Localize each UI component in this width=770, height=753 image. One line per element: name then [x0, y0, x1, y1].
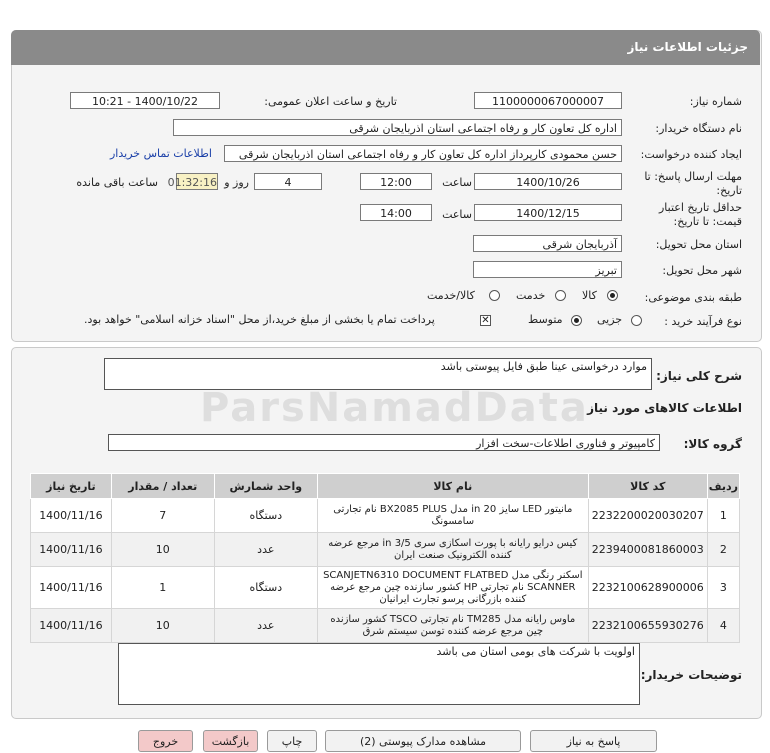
goods-table	[30, 473, 740, 643]
col-row: ردیف	[707, 474, 739, 499]
cell-code: 2232200020030207	[588, 499, 707, 533]
cell-date: 1400/11/16	[31, 609, 112, 643]
validity-date-field: 1400/12/15	[474, 204, 622, 221]
cell-unit: عدد	[214, 533, 317, 567]
title-bar	[11, 30, 760, 65]
print-button[interactable]: چاپ	[267, 730, 317, 752]
city-label: شهر محل تحویل:	[662, 264, 742, 277]
days-word: روز و	[224, 176, 249, 189]
cell-name: کیس درایو رایانه با پورت اسکازی سری 3/5 in مرجع عرضه کننده الکترونیک صنعت ایران	[317, 533, 588, 567]
cell-date: 1400/11/16	[31, 533, 112, 567]
process-radio-minor[interactable]	[631, 315, 642, 326]
payment-note: پرداخت تمام یا بخشی از مبلغ خرید،از محل "اسناد خزانه اسلامی" خواهد بود.	[84, 313, 435, 326]
validity-time-word: ساعت	[442, 208, 472, 221]
category-service-label: خدمت	[516, 289, 546, 302]
cell-row: 1	[707, 499, 739, 533]
validity-label: حداقل تاریخ اعتبار	[658, 201, 742, 214]
cell-date: 1400/11/16	[31, 567, 112, 609]
cell-code: 2232100655930276	[588, 609, 707, 643]
deadline-time-field: 12:00	[360, 173, 432, 190]
remaining-time-field: 01:32:16	[176, 173, 218, 190]
city-field: تبریز	[473, 261, 622, 278]
requester-field: حسن محمودی کارپرداز اداره کل تعاون کار و رفاه اجتماعی استان اذربایجان شرقی	[224, 145, 622, 162]
cell-row: 3	[707, 567, 739, 609]
cell-name: اسکنر رنگی مدل SCANJETN6310 DOCUMENT FLATBED SCANNER نام تجارتی HP کشور سازنده چین مرجع عرضه کننده بازرگانی پرسو تجارت ایرانیان	[317, 567, 588, 609]
col-date: تاریخ نیاز	[31, 474, 112, 499]
goods-group-label: گروه کالا:	[683, 437, 742, 451]
goods-section-title: اطلاعات کالاهای مورد نیاز	[587, 401, 742, 415]
exit-button[interactable]: خروج	[138, 730, 193, 752]
col-qty: تعداد / مقدار	[111, 474, 214, 499]
announce-field: 1400/10/22 - 10:21	[70, 92, 220, 109]
category-radio-goods-service[interactable]	[489, 290, 500, 301]
cell-unit: دستگاه	[214, 499, 317, 533]
page-title: جزئیات اطلاعات نیاز	[627, 40, 748, 54]
validity-time-field: 14:00	[360, 204, 432, 221]
buyer-notes-field: اولویت با شرکت های بومی استان می باشد	[118, 643, 640, 705]
category-label: طبقه بندی موضوعی:	[644, 291, 742, 304]
remaining-word: ساعت باقی مانده	[76, 176, 158, 189]
deadline-label: مهلت ارسال پاسخ: تا	[644, 170, 742, 183]
deadline-time-word: ساعت	[442, 176, 472, 189]
validity-label-2: قیمت: تا تاریخ:	[673, 215, 742, 228]
contact-buyer-link[interactable]: اطلاعات تماس خریدار	[110, 147, 212, 160]
process-label: نوع فرآیند خرید :	[664, 315, 742, 328]
col-code: کد کالا	[588, 474, 707, 499]
category-radio-service[interactable]	[555, 290, 566, 301]
table-row	[31, 609, 740, 643]
category-radio-goods[interactable]	[607, 290, 618, 301]
cell-unit: دستگاه	[214, 567, 317, 609]
need-number-label: شماره نیاز:	[689, 95, 742, 108]
cell-qty: 1	[111, 567, 214, 609]
process-medium-label: متوسط	[528, 313, 563, 326]
cell-row: 2	[707, 533, 739, 567]
deadline-date-field: 1400/10/26	[474, 173, 622, 190]
process-radio-medium[interactable]	[571, 315, 582, 326]
cell-qty: 10	[111, 609, 214, 643]
table-row	[31, 499, 740, 533]
cell-name: ماوس رایانه مدل TM285 نام تجارتی TSCO کشور سازنده چین مرجع عرضه کننده توسن سیستم شرق	[317, 609, 588, 643]
cell-name: مانیتور LED سایز 20 in مدل BX2085 PLUS نام تجارتی سامسونگ	[317, 499, 588, 533]
payment-checkbox[interactable]: ✕	[481, 315, 490, 326]
cell-unit: عدد	[214, 609, 317, 643]
province-field: آذربایجان شرقی	[473, 235, 622, 252]
view-docs-button[interactable]: مشاهده مدارک پیوستی (2)	[325, 730, 521, 752]
col-name: نام کالا	[317, 474, 588, 499]
deadline-label-2: تاریخ:	[716, 184, 742, 197]
cell-date: 1400/11/16	[31, 499, 112, 533]
cell-qty: 10	[111, 533, 214, 567]
cell-row: 4	[707, 609, 739, 643]
category-goods-service-label: کالا/خدمت	[427, 289, 475, 302]
need-number-field: 1100000067000007	[474, 92, 622, 109]
province-label: استان محل تحویل:	[655, 238, 742, 251]
days-field: 4	[254, 173, 322, 190]
cell-qty: 7	[111, 499, 214, 533]
process-minor-label: جزیی	[597, 313, 623, 326]
buyer-org-label: نام دستگاه خریدار:	[655, 122, 742, 135]
reply-button[interactable]: پاسخ به نیاز	[530, 730, 657, 752]
category-goods-label: کالا	[582, 289, 597, 302]
table-header-row	[31, 474, 740, 499]
table-row	[31, 567, 740, 609]
buyer-org-field: اداره کل تعاون کار و رفاه اجتماعی استان اذربایجان شرقی	[173, 119, 622, 136]
col-unit: واحد شمارش	[214, 474, 317, 499]
summary-field: موارد درخواستی عینا طبق فایل پیوستی باشد	[104, 358, 652, 390]
cell-code: 2232100628900006	[588, 567, 707, 609]
summary-label: شرح کلی نیاز:	[656, 369, 742, 383]
table-row	[31, 533, 740, 567]
announce-label: تاریخ و ساعت اعلان عمومی:	[264, 95, 397, 108]
back-button[interactable]: بازگشت	[203, 730, 258, 752]
buyer-notes-label: توضیحات خریدار:	[640, 668, 742, 682]
watermark: ParsNamadData	[200, 385, 589, 431]
goods-group-field: کامپیوتر و فناوری اطلاعات-سخت افزار	[108, 434, 660, 451]
requester-label: ایجاد کننده درخواست:	[640, 148, 742, 161]
cell-code: 2239400081860003	[588, 533, 707, 567]
